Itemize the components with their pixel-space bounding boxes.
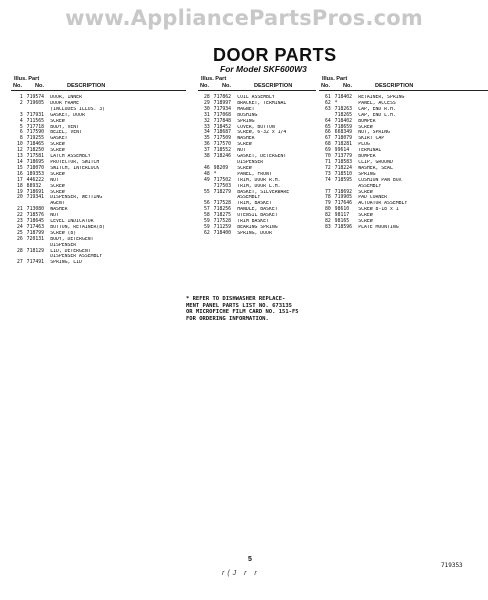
- part-description: WASHER: [50, 207, 68, 213]
- part-number: 718265: [334, 111, 352, 118]
- part-number: 718576: [26, 212, 44, 219]
- illus-number: 77: [324, 188, 331, 195]
- header-illus-no: No.: [200, 83, 210, 89]
- page-number: 5: [248, 556, 252, 563]
- part-number: 717718: [26, 123, 44, 130]
- part-number: 718452: [213, 123, 231, 130]
- part-number: 719341: [26, 194, 44, 201]
- part-number: 718281: [334, 141, 352, 148]
- part-number: 668349: [334, 129, 352, 136]
- illus-number: 83: [324, 223, 331, 230]
- part-description: TRIM BASKET: [237, 219, 269, 225]
- part-description: PLUG: [358, 142, 370, 148]
- illus-number: 79: [324, 200, 331, 207]
- site-watermark: www.AppliancePartsPros.com: [65, 6, 423, 30]
- part-number: *: [213, 170, 217, 177]
- part-description: SCREW (8): [50, 230, 77, 236]
- illus-number: 13: [16, 153, 23, 160]
- illus-number: 58: [203, 212, 210, 219]
- part-description: PAD CORNER: [358, 195, 388, 201]
- part-description: SPRING: [358, 171, 376, 177]
- part-description: SCREW: [358, 219, 373, 225]
- illus-number: 49: [203, 176, 210, 183]
- illus-number: 33: [203, 123, 210, 130]
- part-number: 717646: [334, 200, 352, 207]
- part-number: 717570: [213, 141, 231, 148]
- part-description: GASKET, DOOR: [50, 112, 85, 118]
- part-description: COVER, BUTTON: [237, 124, 275, 130]
- part-description: CAP, END R.H.: [358, 106, 396, 112]
- part-description: SCREW: [237, 165, 252, 171]
- part-description: CLIP, GROUND: [358, 159, 393, 165]
- part-description: ASSEMBLY: [358, 183, 382, 189]
- parts-column-1: [11, 76, 186, 266]
- illus-number: 17: [16, 176, 23, 183]
- part-number: 718997: [213, 99, 231, 106]
- illus-number: 14: [16, 158, 23, 165]
- part-description: BUTTON, RETAINER(8): [50, 224, 106, 230]
- illus-number: 56: [203, 200, 210, 207]
- part-description: SCREW: [50, 142, 65, 148]
- part-description: PROTECTOR, SWITCH: [50, 159, 100, 165]
- illus-number: 30: [203, 105, 210, 112]
- part-description: TRIM, DOOR R.H.: [237, 177, 281, 183]
- illus-number: 34: [203, 129, 210, 136]
- illus-number: 66: [324, 129, 331, 136]
- header-illus-no: No.: [13, 83, 23, 89]
- part-number: 718246: [213, 153, 231, 160]
- part-description: BUMPER: [358, 154, 376, 160]
- part-description: SCREW: [358, 189, 373, 195]
- part-number: 717590: [26, 129, 44, 136]
- illus-number: 6: [19, 129, 23, 136]
- part-number: 718691: [26, 188, 44, 195]
- part-description: SCREW: [50, 171, 65, 177]
- part-number: 717931: [26, 111, 44, 118]
- part-description: AGENT: [50, 201, 65, 207]
- part-description: BODY, DETERGENT: [50, 236, 94, 242]
- part-number: 718645: [26, 218, 44, 225]
- part-description: ACTUATOR ASSEMBLY: [358, 201, 408, 207]
- illus-number: 82: [324, 212, 331, 219]
- part-description: DISPENSER ASSEMBLY: [50, 254, 103, 260]
- part-description: BEARING SPRING: [237, 224, 278, 230]
- part-description: SPRING, DOOR: [237, 230, 272, 236]
- part-number: 717862: [213, 94, 231, 100]
- part-description: NUT, SPRING: [358, 130, 390, 136]
- part-description: SKIRT CAP: [358, 136, 385, 142]
- part-number: 718659: [334, 123, 352, 130]
- part-number: 719255: [26, 135, 44, 142]
- part-number: 719605: [26, 99, 44, 106]
- part-description: DOOR FRAME: [50, 100, 80, 106]
- illus-number: 19: [16, 188, 23, 195]
- illus-number: 27: [16, 259, 23, 266]
- part-number: 98117: [334, 212, 350, 219]
- header-description: DESCRIPTION: [375, 83, 414, 89]
- illus-number: 59: [203, 223, 210, 230]
- part-number: 717491: [26, 259, 44, 266]
- parts-row: [198, 231, 314, 237]
- illus-number: 32: [203, 117, 210, 124]
- illus-number: 16: [16, 170, 23, 177]
- part-description: LID, DETERGENT: [50, 248, 91, 254]
- illus-number: 38: [203, 153, 210, 160]
- part-description: SCREW: [50, 189, 65, 195]
- header-part-no: No.: [222, 83, 232, 89]
- illus-number: 61: [324, 94, 331, 100]
- part-description: LEVEL INDICATOR: [50, 219, 94, 225]
- illus-number: 48: [203, 170, 210, 177]
- note-line: FOR ORDERING INFORMATION.: [186, 315, 269, 322]
- part-number: 718275: [213, 212, 231, 219]
- part-description: BUSHING: [237, 112, 258, 118]
- handwritten-mark: r(J r r: [222, 570, 260, 577]
- part-description: BRACKET, TERMINAL: [237, 100, 287, 106]
- header-part-no: No.: [35, 83, 45, 89]
- part-number: 717581: [26, 153, 44, 160]
- header-description: DESCRIPTION: [254, 83, 293, 89]
- header-rule: [319, 90, 488, 91]
- parts-column-2: [198, 76, 316, 237]
- illus-number: 80: [324, 206, 331, 213]
- part-number: 718129: [26, 247, 44, 254]
- parts-row: [319, 225, 485, 231]
- illus-number: 74: [324, 176, 331, 183]
- part-description: NUT: [237, 148, 246, 154]
- part-description: SCREW 8-18 x 1: [358, 207, 399, 213]
- illus-number: 36: [203, 141, 210, 148]
- part-number: 717934: [213, 105, 231, 112]
- part-number: 718552: [213, 147, 231, 154]
- part-description: BUMPER: [358, 118, 376, 124]
- part-number: 718695: [26, 158, 44, 165]
- header-rule: [11, 90, 186, 91]
- part-description: BODY, VENT: [50, 124, 80, 130]
- part-number: 718465: [26, 141, 44, 148]
- part-number: 98209: [213, 164, 229, 171]
- part-number: 718510: [334, 170, 352, 177]
- part-number: 718263: [334, 105, 352, 112]
- illus-number: 55: [203, 188, 210, 195]
- part-number: 717502: [213, 176, 231, 183]
- part-number: 717068: [213, 111, 231, 118]
- parts-column-3: [319, 76, 488, 231]
- part-description: DISPENSER: [50, 242, 77, 248]
- part-number: 717503: [213, 182, 231, 189]
- illus-number: 69: [324, 147, 331, 154]
- illus-number: 3: [19, 111, 23, 118]
- illus-number: 68: [324, 141, 331, 148]
- illus-number: 12: [16, 147, 23, 154]
- part-number: 189353: [26, 170, 44, 177]
- part-number: 717528: [213, 218, 231, 225]
- illus-number: 62: [324, 99, 331, 106]
- part-number: 717528: [213, 200, 231, 207]
- illus-number: 70: [324, 153, 331, 160]
- illus-number: 28: [203, 94, 210, 100]
- part-number: *: [334, 99, 338, 106]
- part-number: 717463: [26, 223, 44, 230]
- illus-number: 63: [324, 105, 331, 112]
- part-description: PLATE MOUNTING: [358, 224, 399, 230]
- part-number: 719905: [334, 194, 352, 201]
- part-number: 718250: [26, 147, 44, 154]
- illus-number: 57: [203, 206, 210, 213]
- illus-number: 23: [16, 218, 23, 225]
- illus-number: 24: [16, 223, 23, 230]
- header-illus-part: Illus. Part: [14, 76, 40, 82]
- illus-number: 46: [203, 164, 210, 171]
- part-number: 718692: [334, 188, 352, 195]
- part-number: 718799: [26, 229, 44, 236]
- illus-number: 29: [203, 99, 210, 106]
- illus-number: 59: [203, 218, 210, 225]
- part-description: WASHER, SEAL: [358, 165, 393, 171]
- part-description: RETAINER, SPRING: [358, 95, 405, 100]
- part-description: SCREW: [50, 118, 65, 124]
- part-number: 718400: [213, 229, 231, 236]
- part-number: 98165: [334, 218, 350, 225]
- part-description: TERMINAL: [358, 148, 382, 154]
- part-number: 718224: [334, 164, 352, 171]
- part-description: CAP, END L.H.: [358, 112, 396, 118]
- part-description: TRIM, DOOR L.H.: [237, 183, 281, 189]
- part-description: GASKET, DETERGENT: [237, 154, 287, 160]
- column-header: [319, 76, 488, 95]
- part-description: MAGNET: [237, 106, 255, 112]
- illus-number: 72: [324, 164, 331, 171]
- part-description: BASKET, SILVERWARE: [237, 189, 290, 195]
- part-description: ASSEMBLY: [237, 195, 261, 201]
- part-description: BEZEL, VENT: [50, 130, 82, 136]
- part-number: 99614: [334, 147, 350, 154]
- illus-number: 18: [16, 182, 23, 189]
- illus-number: 1: [19, 94, 23, 100]
- document-code: 719353: [441, 562, 463, 569]
- header-part-no: No.: [343, 83, 353, 89]
- part-number: 711565: [26, 117, 44, 124]
- part-description: SPRING, LID: [50, 260, 82, 266]
- part-number: 88932: [26, 182, 42, 189]
- part-description: PANEL, ACCESS: [358, 100, 396, 106]
- part-description: SCREW: [358, 213, 373, 219]
- column-header: [11, 76, 186, 95]
- part-number: 717509: [213, 135, 231, 142]
- part-description: UTENSIL BASKET: [237, 213, 278, 219]
- illus-number: 21: [16, 206, 23, 213]
- illus-number: 78: [324, 194, 331, 201]
- part-number: 711259: [213, 223, 231, 230]
- part-description: SCREW: [50, 148, 65, 154]
- header-rule: [198, 90, 316, 91]
- part-number: 98610: [334, 206, 350, 213]
- illus-number: 25: [16, 229, 23, 236]
- part-description: TRIM, BASKET: [237, 201, 272, 207]
- part-description: SCREW, 6-32 x 1/4: [237, 130, 287, 136]
- part-number: 718079: [334, 135, 352, 142]
- part-description: SCREW: [237, 142, 252, 148]
- part-description: LATCH ASSEMBLY: [50, 154, 91, 160]
- part-number: 713080: [26, 206, 44, 213]
- part-description: NUT: [50, 177, 59, 183]
- illus-number: 67: [324, 135, 331, 142]
- ordering-note: [186, 296, 326, 322]
- part-description: HANDLE, BASKET: [237, 207, 278, 213]
- part-description: CUSHION PAN BOX: [358, 177, 402, 183]
- part-description: DOOR, INNER: [50, 95, 82, 100]
- part-description: SCREW: [50, 183, 65, 189]
- part-description: DISPENSER, WETTING: [50, 195, 103, 201]
- illus-number: 31: [203, 111, 210, 118]
- part-description: COIL ASSEMBLY: [237, 95, 275, 100]
- parts-row: [11, 260, 183, 266]
- illus-number: 2: [19, 99, 23, 106]
- illus-number: 73: [324, 170, 331, 177]
- header-illus-no: No.: [321, 83, 331, 89]
- illus-number: 15: [16, 164, 23, 171]
- part-number: 718583: [334, 158, 352, 165]
- illus-number: 22: [16, 212, 23, 219]
- header-illus-part: Illus. Part: [201, 76, 227, 82]
- part-description: NUT: [50, 213, 59, 219]
- part-number: 718687: [213, 129, 231, 136]
- note-line: * REFER TO DISHWASHER REPLACE-: [186, 296, 286, 302]
- illus-number: 8: [19, 135, 23, 142]
- illus-number: 37: [203, 147, 210, 154]
- part-number: 718070: [26, 164, 44, 171]
- model-subtitle: For Model SKF600W3: [220, 64, 307, 74]
- illus-number: 10: [16, 141, 23, 148]
- part-number: 720131: [26, 235, 44, 242]
- illus-number: 28: [16, 247, 23, 254]
- part-number: 446222: [26, 176, 44, 183]
- column-header: [198, 76, 316, 95]
- part-number: 718402: [334, 94, 352, 100]
- illus-number: 71: [324, 158, 331, 165]
- part-description: GASKET: [50, 136, 68, 142]
- part-description: PANEL, FRONT: [237, 171, 272, 177]
- part-number: 719574: [26, 94, 44, 100]
- part-description: WASHER: [237, 136, 255, 142]
- illus-number: 35: [203, 135, 210, 142]
- illus-number: 65: [324, 123, 331, 130]
- part-description: SCREW: [358, 124, 373, 130]
- part-description: SWITCH, INTERLOCK: [50, 165, 100, 171]
- part-number: 718596: [334, 223, 352, 230]
- header-illus-part: Illus. Part: [322, 76, 348, 82]
- part-description: DISPENSER: [237, 159, 264, 165]
- note-line: MENT PANEL PARTS LIST NO. 673135: [186, 302, 292, 309]
- illus-number: 5: [19, 123, 23, 130]
- illus-number: 26: [16, 235, 23, 242]
- illus-number: 4: [19, 117, 23, 124]
- illus-number: 82: [324, 218, 331, 225]
- part-description: SPRING: [237, 118, 255, 124]
- illus-number: 62: [203, 229, 210, 236]
- part-number: 718595: [334, 176, 352, 183]
- part-number: 718256: [213, 206, 231, 213]
- page-title: DOOR PARTS: [213, 45, 337, 65]
- note-line: OR MICROFICHE FILM CARD NO. 151-F5: [186, 309, 299, 316]
- part-number: 713779: [334, 153, 352, 160]
- part-number: 718402: [334, 117, 352, 124]
- part-number: 717848: [213, 117, 231, 124]
- illus-number: 20: [16, 194, 23, 201]
- part-number: 718279: [213, 188, 231, 195]
- header-description: DESCRIPTION: [67, 83, 106, 89]
- part-description: (INCLUDES ILLUS. 3): [50, 106, 106, 112]
- illus-number: 64: [324, 117, 331, 124]
